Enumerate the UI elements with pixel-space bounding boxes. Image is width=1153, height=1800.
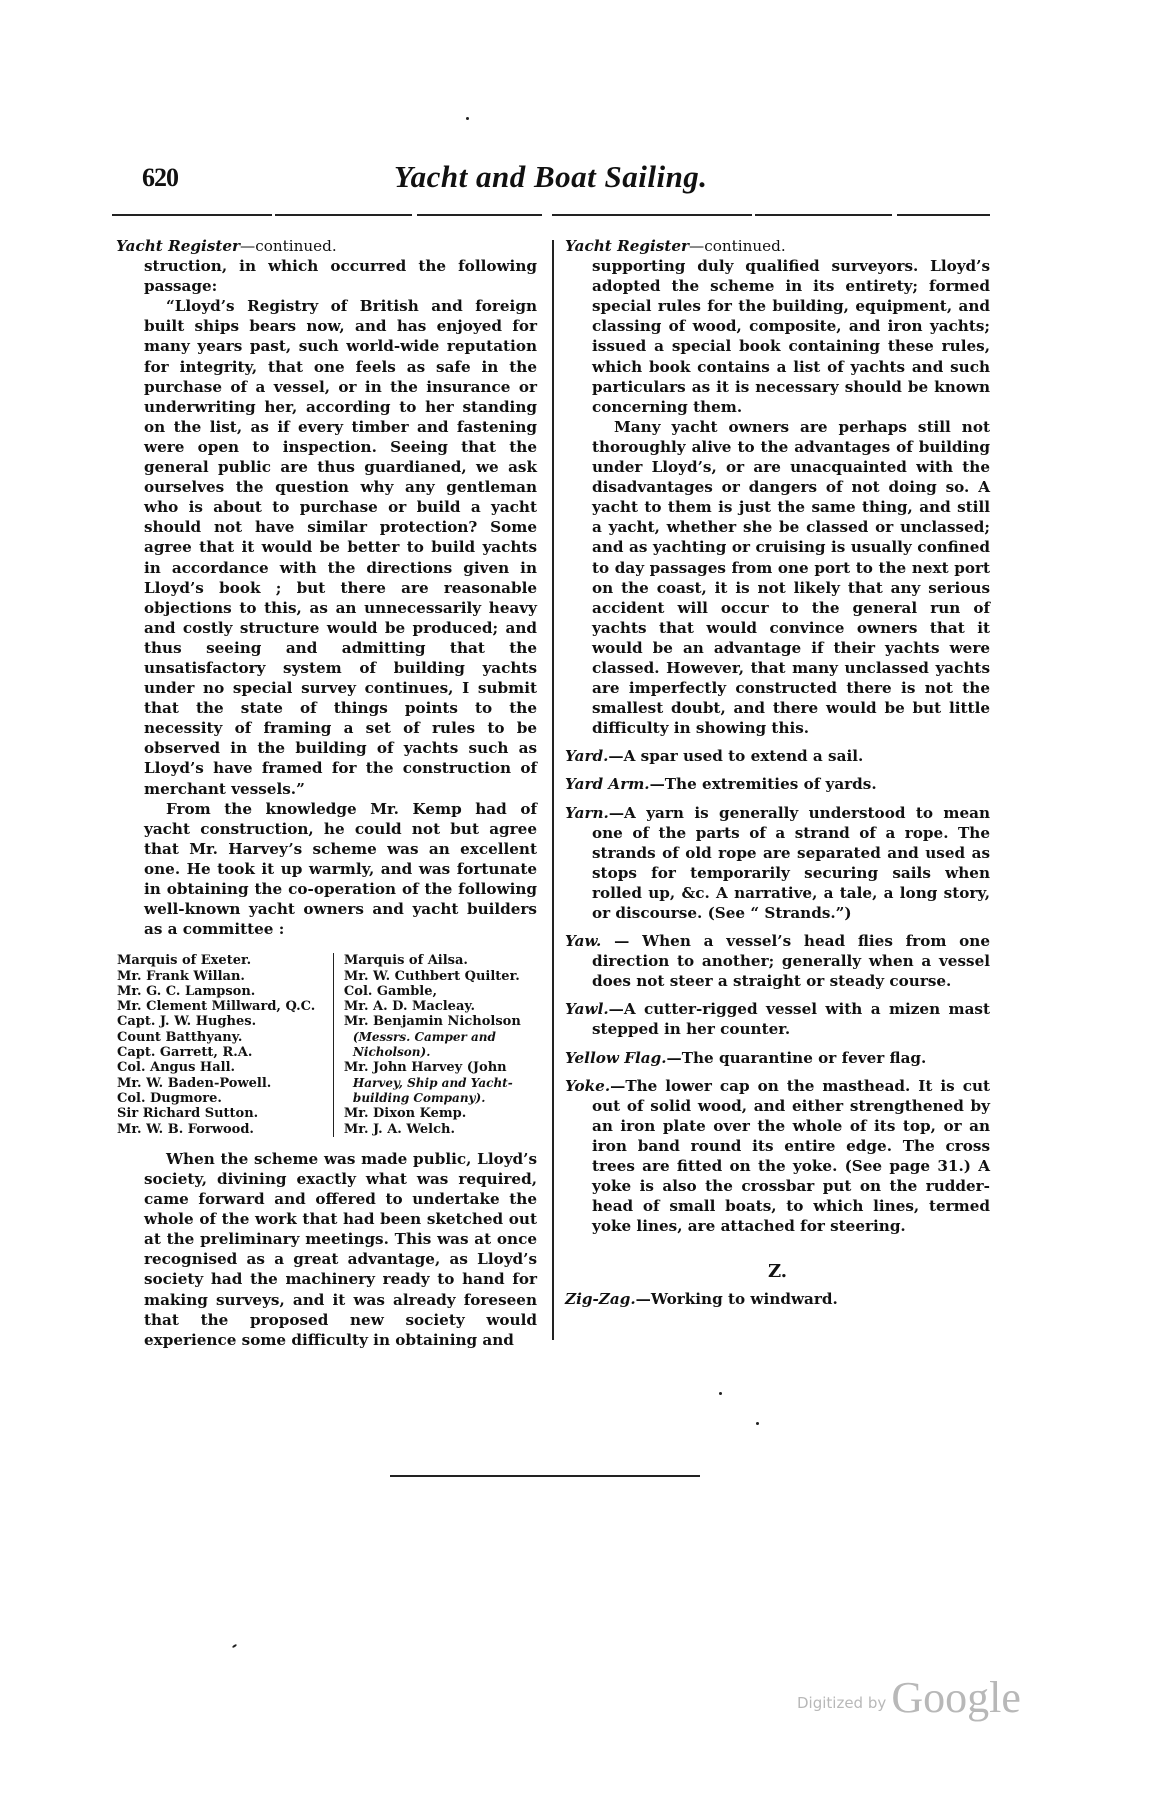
entry-definition: — When a vessel’s head flies from one direction to another; generally when a vessel does not steer a straight or steady course. [592,932,990,991]
committee-member: Capt. Garrett, R.A. [117,1045,253,1061]
entry-term: Zig-Zag. [565,1289,636,1308]
committee-member: Marquis of Exeter. [117,953,252,969]
glossary-entry-yard [565,746,990,766]
column-divider [552,240,554,1340]
entry-term: Yard Arm. [565,775,650,794]
committee-member: Mr. Benjamin Nicholson [343,1014,521,1030]
committee-member: Col. Dugmore. [117,1090,222,1106]
continued-term: Yacht Register [116,237,240,255]
committee-member: Marquis of Ailsa. [343,953,468,969]
page-number: 620 [142,163,178,192]
committee-member: Mr. G. C. Lampson. [117,983,256,999]
right-column [565,236,990,1309]
glossary-entry-zig-zag [565,1289,990,1309]
watermark-brand: Google [891,1673,1021,1722]
continued-heading [116,236,537,256]
committee-member: Mr. John Harvey (John [343,1060,507,1076]
speck-mark [466,117,469,120]
glossary-entry-yard-arm [565,774,990,794]
committee-column-left [117,953,334,1137]
continued-term: Yacht Register [565,237,689,255]
continued-suffix: —continued. [689,237,786,255]
paragraph: struction, in which occurred the following passage: [144,257,537,296]
entry-term: Yaw. [565,932,602,951]
page-header [142,159,1012,203]
paragraph: From the knowledge Mr. Kemp had of yacht construction, he could not but agree that Mr. Harvey’s scheme was an excellent one. He took it up warmly, and was fortunate in obtaining the co-operation of the following well-known yacht owners and yacht builders as a committee : [144,799,537,939]
entry-definition: —The extremities of yards. [649,775,877,794]
header-rule [112,214,990,216]
left-column [117,236,537,1350]
running-title: Yacht and Boat Sailing. [394,159,708,194]
entry-term: Yellow Flag. [565,1048,667,1067]
entry-definition: —A yarn is generally understood to mean one of the parts of a strand of a rope. The strands of old rope are separated and used as stops for temporarily securing sails when rolled up, &c. A narrative, a tale, a long story, or discourse. (See “ Strands.”) [592,803,990,922]
committee-member: Sir Richard Sutton. [117,1106,259,1122]
speck-mark [756,1422,759,1425]
committee-member: Col. Gamble, [343,983,438,999]
glossary-entry-yawl [565,999,990,1039]
entry-term: Yard. [565,747,609,766]
glossary-entry-yarn [565,803,990,924]
committee-member-note: Harvey, Ship and Yacht-building Company). [352,1075,513,1105]
entry-term: Yarn. [565,803,609,822]
committee-member: Mr. W. B. Forwood. [117,1121,254,1137]
committee-member: Col. Angus Hall. [117,1060,236,1076]
committee-list [117,953,537,1137]
committee-member: Capt. J. W. Hughes. [117,1014,257,1030]
continued-suffix: —continued. [240,237,337,255]
committee-member: Count Batthyany. [117,1029,243,1045]
section-letter-heading: Z. [767,1261,788,1283]
paragraph: supporting duly qualified surveyors. Lloyd’s adopted the scheme in its entirety; formed special rules for the building, equipment, and classing of wood, composite, and iron yachts; issued a special book containing these rules, which book contains a list of yachts and such particulars as it is necessary should be known concerning them. [592,257,990,416]
committee-member: Mr. W. Cuthbert Quilter. [343,968,520,984]
end-rule [390,1475,700,1477]
committee-member-note: (Messrs. Camper and Nicholson). [352,1029,496,1060]
quote-paragraph: “Lloyd’s Registry of British and foreign built ships bears now, and has enjoyed for many years past, such world-wide reputation for integrity, that one feels as safe in the purchase of a vessel, or in the insurance or underwriting her, according to her standing on the list, as if every timber and fastening were open to inspection. Seeing that the general public are thus guardianed, we ask ourselves the question why any gentleman who is about to purchase or build a yacht should not have similar protection? Some agree that it would be better to build yachts in accordance with the directions given in Lloyd’s book ; but there are reasonable objections to this, as an unnecessarily heavy and costly structure would be produced; and thus seeing and admitting that the unsatisfactory system of building yachts under no special survey continues, I submit that the state of things points to the necessity of framing a set of rules to be observed in the building of yachts such as Lloyd’s have framed for the construction of merchant vessels.” [144,297,537,798]
committee-member: Mr. Dixon Kemp. [343,1106,467,1122]
committee-column-right [334,953,537,1137]
committee-member: Mr. J. A. Welch. [343,1121,455,1137]
entry-definition: —The quarantine or fever flag. [666,1048,927,1067]
glossary-entry-yellow-flag [565,1048,990,1068]
committee-member: Mr. W. Baden-Powell. [117,1075,272,1091]
committee-member: Mr. Frank Willan. [117,968,245,984]
entry-definition: —A spar used to extend a sail. [608,747,864,766]
entry-definition: —Working to windward. [635,1289,838,1308]
entry-definition: —The lower cap on the masthead. It is cut out of solid wood, and either strengthened by an iron plate over the whole of its top, or an iron band round its entire edge. The cross trees are fitted on the yoke. (See page 31.) A yoke is also the crossbar put on the rudder-head of small boats, to which lines, termed yoke lines, are attached for steering. [592,1076,990,1236]
entry-term: Yoke. [565,1076,611,1095]
glossary-entry-yaw [565,931,990,991]
speck-mark [232,1644,237,1649]
paragraph: Many yacht owners are perhaps still not thoroughly alive to the advantages of building under Lloyd’s, or are unacquainted with the disadvantages or dangers of not doing so. A yacht to them is just the same thing, and still a yacht, whether she be classed or unclassed; and as yachting or cruising is usually confined to day passages from one port to the next port on the coast, it is not likely that any serious accident will occur to the general run of yachts that would convince owners that it would be an advantage if their yachts were classed. However, that many unclassed yachts are imperfectly constructed there is not the smallest doubt, and there would be but little difficulty in showing this. [592,417,990,738]
paragraph: When the scheme was made public, Lloyd’s society, divining exactly what was required, came forward and offered to undertake the whole of the work that had been sketched out at the preliminary meetings. This was at once recognised as a great advantage, as Lloyd’s society had the machinery ready to hand for making surveys, and it was already foreseen that the proposed new society would experience some difficulty in obtaining and [144,1149,537,1349]
entry-definition: —A cutter-rigged vessel with a mizen mast stepped in her counter. [592,1000,990,1039]
watermark-prefix: Digitized by [797,1694,887,1712]
committee-member: Mr. Clement Millward, Q.C. [117,999,316,1015]
entry-term: Yawl. [565,1000,609,1019]
continued-heading [565,236,990,256]
digitized-by-google-watermark [797,1672,1021,1723]
speck-mark [719,1392,722,1395]
glossary-entry-yoke [565,1076,990,1237]
committee-member: Mr. A. D. Macleay. [343,999,475,1015]
